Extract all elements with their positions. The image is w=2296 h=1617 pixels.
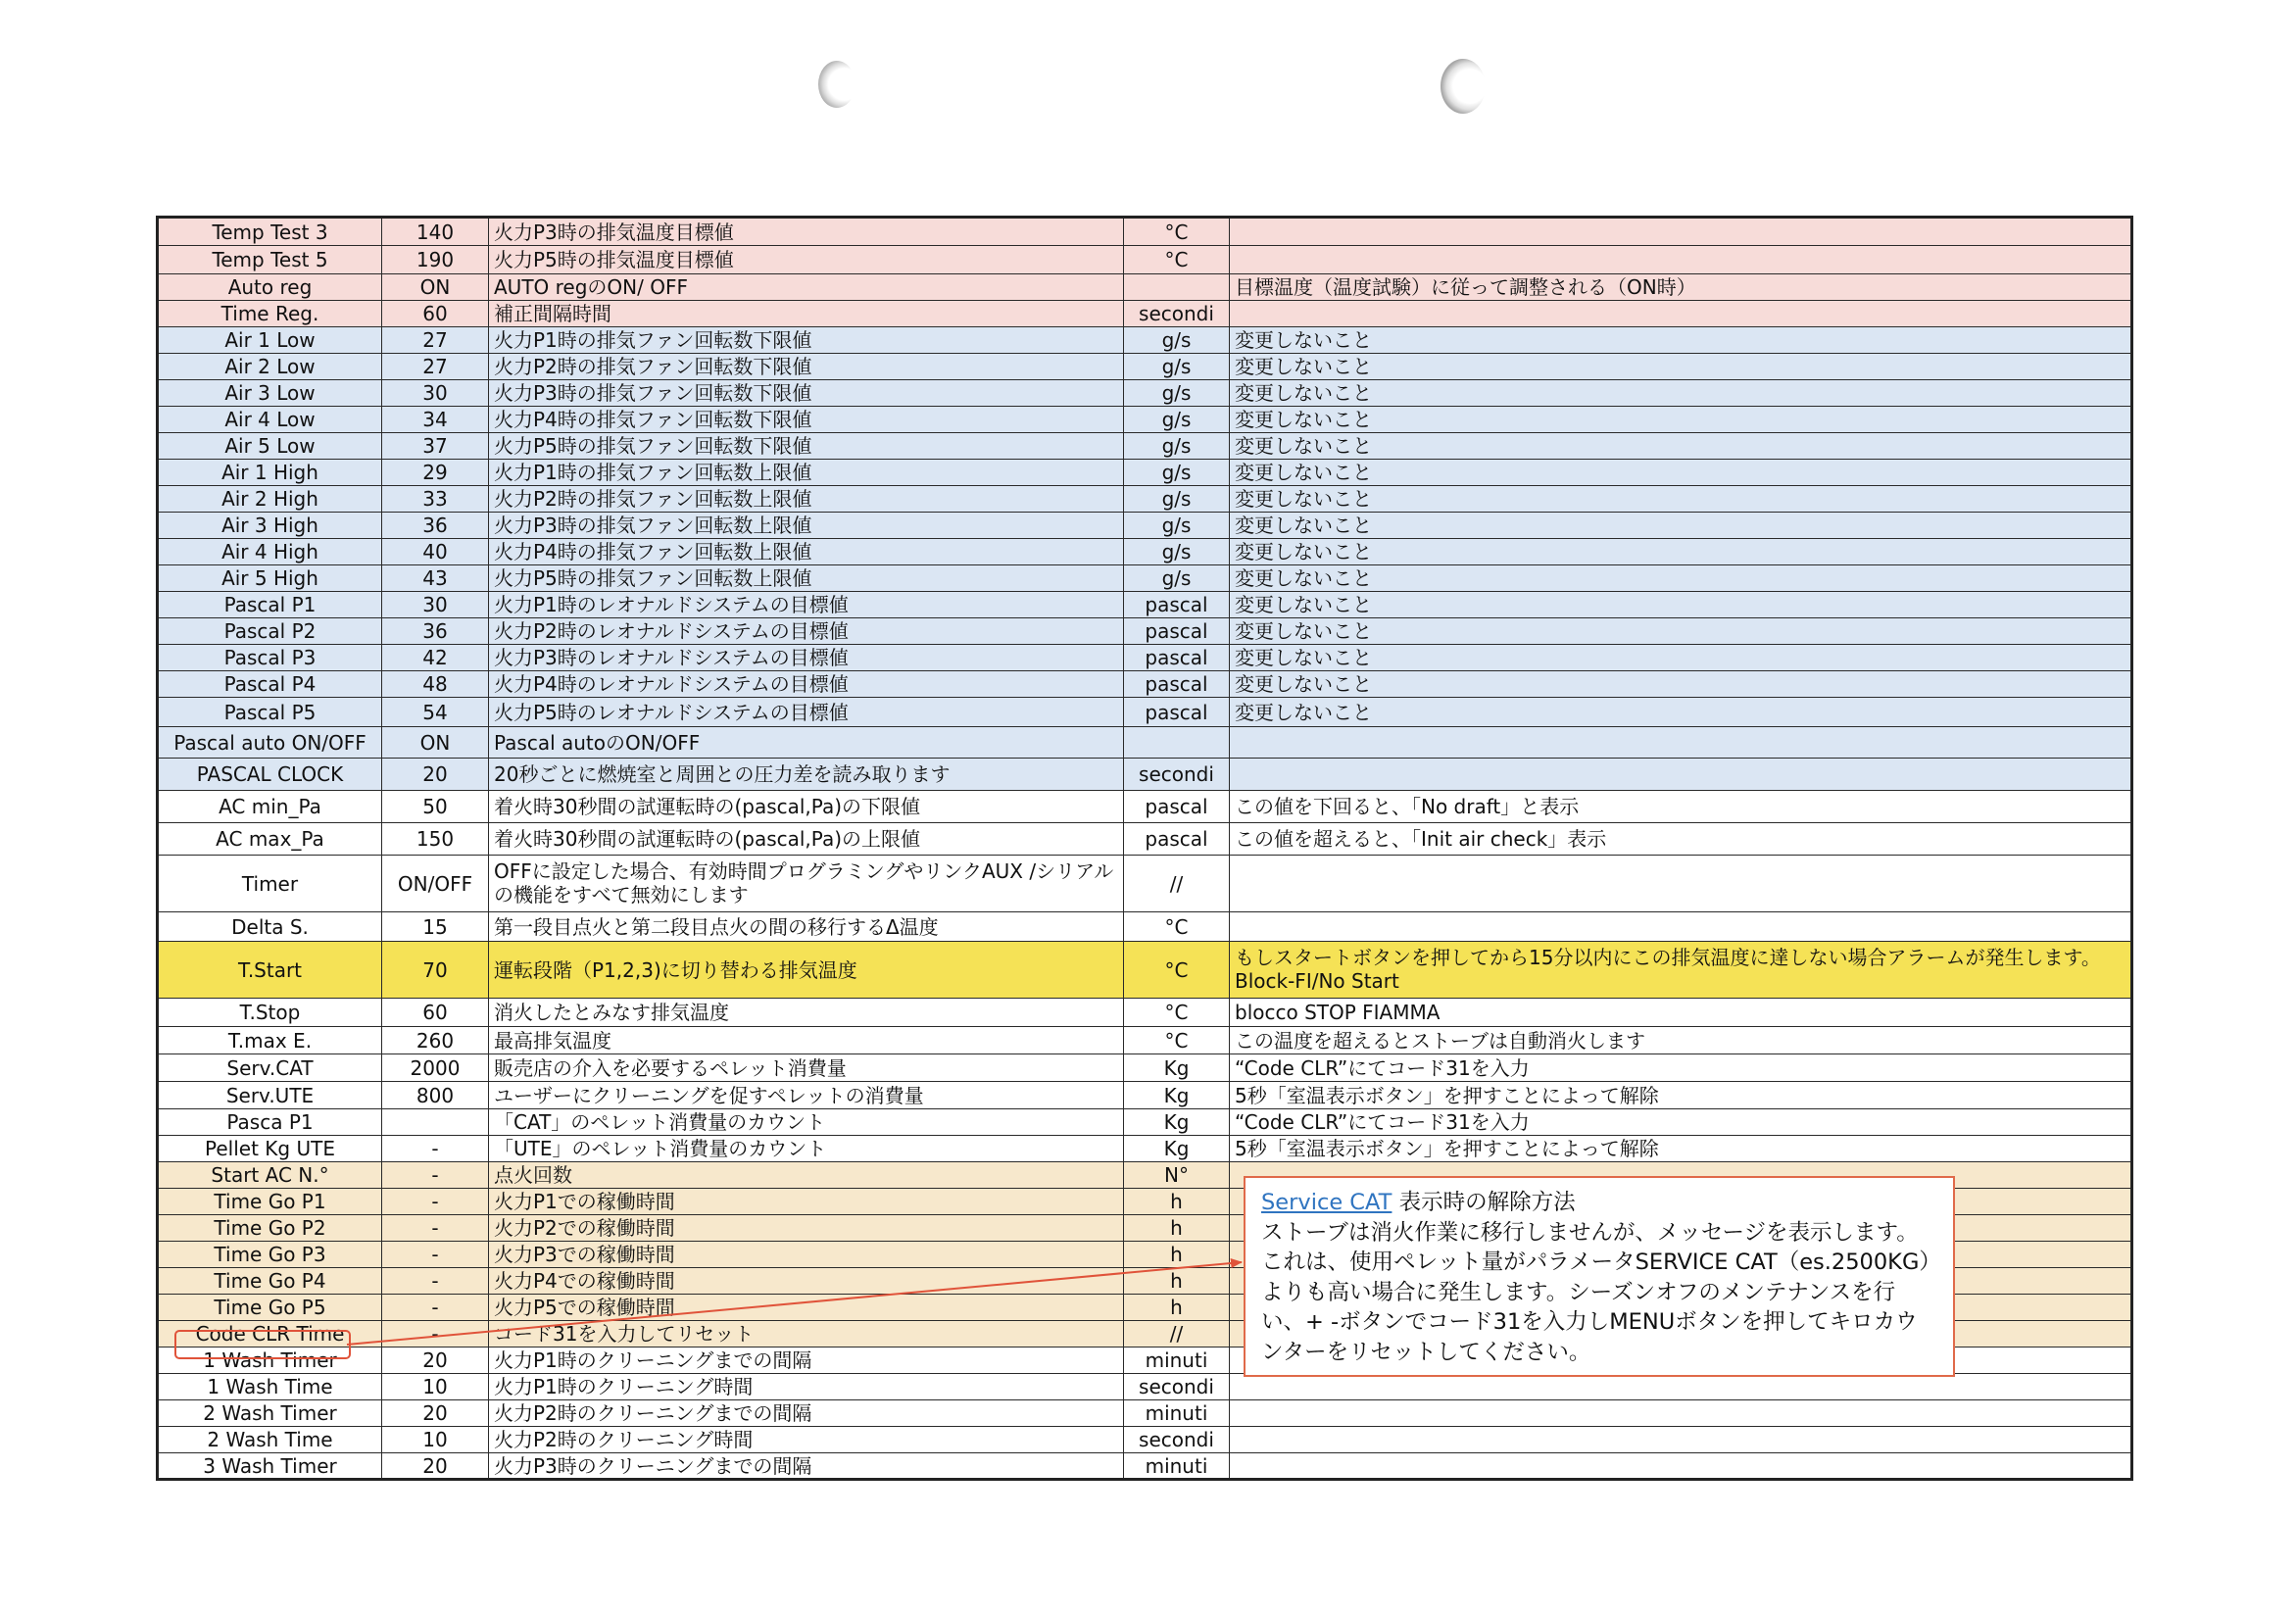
cell-unit: Kg	[1124, 1054, 1230, 1082]
cell-desc: 補正間隔時間	[489, 301, 1124, 327]
cell-value: -	[382, 1321, 489, 1348]
cell-name: Serv.UTE	[158, 1082, 382, 1109]
cell-name: Temp Test 5	[158, 246, 382, 274]
cell-name: T.Start	[158, 942, 382, 999]
cell-name: PASCAL CLOCK	[158, 759, 382, 791]
cell-value: ON	[382, 727, 489, 759]
cell-value: -	[382, 1162, 489, 1189]
cell-value: 10	[382, 1427, 489, 1453]
cell-name: 1 Wash Timer	[158, 1348, 382, 1374]
cell-value: 50	[382, 791, 489, 823]
cell-unit: h	[1124, 1295, 1230, 1321]
cell-unit: g/s	[1124, 486, 1230, 513]
cell-value: 48	[382, 671, 489, 698]
cell-unit: g/s	[1124, 327, 1230, 354]
cell-name: Air 1 Low	[158, 327, 382, 354]
cell-name: Pascal P4	[158, 671, 382, 698]
cell-note: 5秒「室温表示ボタン」を押すことによって解除	[1230, 1136, 2132, 1162]
cell-value: 42	[382, 645, 489, 671]
cell-name: Pascal P3	[158, 645, 382, 671]
cell-name: Air 2 Low	[158, 354, 382, 380]
cell-name: Pascal P5	[158, 698, 382, 727]
cell-desc: 火力P4時のレオナルドシステムの目標値	[489, 671, 1124, 698]
cell-unit: secondi	[1124, 759, 1230, 791]
service-cat-callout	[1244, 1176, 1955, 1377]
cell-unit: //	[1124, 856, 1230, 912]
cell-unit: g/s	[1124, 513, 1230, 539]
cell-unit: minuti	[1124, 1453, 1230, 1480]
cell-unit: Kg	[1124, 1109, 1230, 1136]
cell-name: Time Go P4	[158, 1268, 382, 1295]
cell-desc: 火力P5時の排気温度目標値	[489, 246, 1124, 274]
cell-value: -	[382, 1189, 489, 1215]
cell-desc: 火力P5時のレオナルドシステムの目標値	[489, 698, 1124, 727]
cell-name: Air 5 Low	[158, 433, 382, 460]
cell-value: 60	[382, 999, 489, 1027]
cell-desc: 「CAT」のペレット消費量のカウント	[489, 1109, 1124, 1136]
cell-note: 変更しないこと	[1230, 460, 2132, 486]
cell-unit: h	[1124, 1189, 1230, 1215]
cell-unit: g/s	[1124, 460, 1230, 486]
cell-note: 変更しないこと	[1230, 327, 2132, 354]
cell-name: 3 Wash Timer	[158, 1453, 382, 1480]
cell-value: 43	[382, 565, 489, 592]
service-cat-link[interactable]: Service CAT	[1261, 1190, 1392, 1215]
cell-note: 変更しないこと	[1230, 698, 2132, 727]
cell-value: 30	[382, 380, 489, 407]
cell-desc: 火力P5での稼働時間	[489, 1295, 1124, 1321]
cell-name: Time Go P2	[158, 1215, 382, 1242]
cell-desc: 火力P3時の排気温度目標値	[489, 218, 1124, 246]
cell-name: 2 Wash Time	[158, 1427, 382, 1453]
cell-name: Timer	[158, 856, 382, 912]
cell-value: -	[382, 1295, 489, 1321]
cell-desc: 火力P1時のクリーニングまでの間隔	[489, 1348, 1124, 1374]
cell-value: 60	[382, 301, 489, 327]
cell-unit: °C	[1124, 999, 1230, 1027]
cell-unit: pascal	[1124, 823, 1230, 856]
cell-unit: minuti	[1124, 1348, 1230, 1374]
cell-desc: 火力P2での稼働時間	[489, 1215, 1124, 1242]
cell-name: Pascal P2	[158, 618, 382, 645]
cell-unit: g/s	[1124, 433, 1230, 460]
cell-value: 800	[382, 1082, 489, 1109]
cell-unit: h	[1124, 1268, 1230, 1295]
cell-unit: pascal	[1124, 592, 1230, 618]
cell-desc: 火力P2時のクリーニング時間	[489, 1427, 1124, 1453]
cell-name: Air 3 Low	[158, 380, 382, 407]
cell-desc: 火力P1時のレオナルドシステムの目標値	[489, 592, 1124, 618]
cell-note: 変更しないこと	[1230, 433, 2132, 460]
cell-unit: N°	[1124, 1162, 1230, 1189]
cell-desc: 火力P4での稼働時間	[489, 1268, 1124, 1295]
cell-value: -	[382, 1136, 489, 1162]
cell-value: 140	[382, 218, 489, 246]
cell-note: 変更しないこと	[1230, 592, 2132, 618]
cell-desc: OFFに設定した場合、有効時間プログラミングやリンクAUX /シリアルの機能をすべて無効にします	[489, 856, 1124, 912]
cell-unit: minuti	[1124, 1400, 1230, 1427]
cell-name: Pascal auto ON/OFF	[158, 727, 382, 759]
cell-desc: 火力P3時のレオナルドシステムの目標値	[489, 645, 1124, 671]
callout-title	[1261, 1188, 1939, 1218]
cell-desc: 火力P4時の排気ファン回転数上限値	[489, 539, 1124, 565]
cell-value: 40	[382, 539, 489, 565]
cell-desc: 第一段目点火と第二段目点火の間の移行するΔ温度	[489, 912, 1124, 942]
cell-name: Time Go P1	[158, 1189, 382, 1215]
cell-name: Pascal P1	[158, 592, 382, 618]
cell-unit: h	[1124, 1242, 1230, 1268]
cell-desc: 火力P1時の排気ファン回転数下限値	[489, 327, 1124, 354]
callout-body: ストーブは消火作業に移行しませんが、メッセージを表示します。これは、使用ペレット量がパラメータSERVICE CAT（es.2500KG）よりも高い場合に発生します。シーズンオフのメンテナンスを行い、+ -ボタンでコード31を入力しMENUボタンを押してキロカウンターをリセットしてください。	[1261, 1219, 1930, 1365]
cell-name: Code CLR Time	[158, 1321, 382, 1348]
cell-value: 15	[382, 912, 489, 942]
cell-desc: 火力P3時の排気ファン回転数下限値	[489, 380, 1124, 407]
cell-value: 33	[382, 486, 489, 513]
cell-desc: 火力P3時のクリーニングまでの間隔	[489, 1453, 1124, 1480]
cell-name: 2 Wash Timer	[158, 1400, 382, 1427]
cell-note: 変更しないこと	[1230, 513, 2132, 539]
cell-desc: 火力P3での稼働時間	[489, 1242, 1124, 1268]
cell-value: 260	[382, 1027, 489, 1054]
cell-desc: 火力P1時のクリーニング時間	[489, 1374, 1124, 1400]
cell-value: 20	[382, 1453, 489, 1480]
cell-desc: Pascal autoのON/OFF	[489, 727, 1124, 759]
cell-desc: 火力P5時の排気ファン回転数下限値	[489, 433, 1124, 460]
cell-desc: 火力P2時のレオナルドシステムの目標値	[489, 618, 1124, 645]
cell-value: -	[382, 1242, 489, 1268]
cell-value: 54	[382, 698, 489, 727]
cell-unit: °C	[1124, 912, 1230, 942]
cell-desc: 火力P3時の排気ファン回転数上限値	[489, 513, 1124, 539]
cell-note: blocco STOP FIAMMA	[1230, 999, 2132, 1027]
cell-value: ON/OFF	[382, 856, 489, 912]
cell-name: Auto reg	[158, 274, 382, 301]
cell-name: Air 1 High	[158, 460, 382, 486]
callout-title-text: 表示時の解除方法	[1392, 1190, 1576, 1215]
cell-note: 変更しないこと	[1230, 645, 2132, 671]
cell-desc: 20秒ごとに燃焼室と周囲との圧力差を読み取ります	[489, 759, 1124, 791]
cell-value: -	[382, 1268, 489, 1295]
cell-value: 150	[382, 823, 489, 856]
cell-unit: °C	[1124, 942, 1230, 999]
cell-unit: °C	[1124, 218, 1230, 246]
cell-name: AC max_Pa	[158, 823, 382, 856]
cell-value: 37	[382, 433, 489, 460]
cell-unit: //	[1124, 1321, 1230, 1348]
cell-unit: secondi	[1124, 1427, 1230, 1453]
cell-unit: °C	[1124, 1027, 1230, 1054]
cell-note: この温度を超えるとストーブは自動消火します	[1230, 1027, 2132, 1054]
cell-value: 36	[382, 513, 489, 539]
cell-desc: 火力P1での稼働時間	[489, 1189, 1124, 1215]
cell-name: Pellet Kg UTE	[158, 1136, 382, 1162]
cell-note: 変更しないこと	[1230, 407, 2132, 433]
cell-note: “Code CLR”にてコード31を入力	[1230, 1054, 2132, 1082]
cell-unit: pascal	[1124, 698, 1230, 727]
cell-name: T.Stop	[158, 999, 382, 1027]
cell-value: 34	[382, 407, 489, 433]
cell-note: 変更しないこと	[1230, 354, 2132, 380]
cell-unit: pascal	[1124, 791, 1230, 823]
cell-value: ON	[382, 274, 489, 301]
cell-desc: 最高排気温度	[489, 1027, 1124, 1054]
cell-value: 20	[382, 1348, 489, 1374]
cell-note: この値を超えると、「Init air check」表示	[1230, 823, 2132, 856]
cell-desc: 火力P2時の排気ファン回転数下限値	[489, 354, 1124, 380]
cell-unit: pascal	[1124, 645, 1230, 671]
cell-unit: h	[1124, 1215, 1230, 1242]
cell-value: 29	[382, 460, 489, 486]
cell-note: 5秒「室温表示ボタン」を押すことによって解除	[1230, 1082, 2132, 1109]
cell-note: 目標温度（温度試験）に従って調整される（ON時）	[1230, 274, 2132, 301]
cell-note: 変更しないこと	[1230, 565, 2132, 592]
cell-unit: pascal	[1124, 671, 1230, 698]
cell-desc: 「UTE」のペレット消費量のカウント	[489, 1136, 1124, 1162]
cell-desc: 火力P2時のクリーニングまでの間隔	[489, 1400, 1124, 1427]
cell-desc: 火力P1時の排気ファン回転数上限値	[489, 460, 1124, 486]
cell-desc: 火力P5時の排気ファン回転数上限値	[489, 565, 1124, 592]
cell-name: Air 4 Low	[158, 407, 382, 433]
cell-name: Air 5 High	[158, 565, 382, 592]
cell-name: Delta S.	[158, 912, 382, 942]
cell-note: もしスタートボタンを押してから15分以内にこの排気温度に達しない場合アラームが発生します。Block-FI/No Start	[1230, 942, 2132, 999]
cell-note: 変更しないこと	[1230, 618, 2132, 645]
cell-note: 変更しないこと	[1230, 380, 2132, 407]
cell-unit: pascal	[1124, 618, 1230, 645]
cell-unit: secondi	[1124, 301, 1230, 327]
cell-unit: secondi	[1124, 1374, 1230, 1400]
cell-note: 変更しないこと	[1230, 671, 2132, 698]
cell-name: Time Go P5	[158, 1295, 382, 1321]
cell-desc: コード31を入力してリセット	[489, 1321, 1124, 1348]
cell-name: Time Go P3	[158, 1242, 382, 1268]
cell-desc: 点火回数	[489, 1162, 1124, 1189]
cell-note: 変更しないこと	[1230, 539, 2132, 565]
cell-desc: 運転段階（P1,2,3)に切り替わる排気温度	[489, 942, 1124, 999]
cell-value: 27	[382, 354, 489, 380]
cell-name: Serv.CAT	[158, 1054, 382, 1082]
cell-name: Temp Test 3	[158, 218, 382, 246]
cell-unit: g/s	[1124, 565, 1230, 592]
cell-name: Start AC N.°	[158, 1162, 382, 1189]
cell-value: 36	[382, 618, 489, 645]
cell-value: 2000	[382, 1054, 489, 1082]
cell-unit: g/s	[1124, 380, 1230, 407]
cell-note: 変更しないこと	[1230, 486, 2132, 513]
cell-unit: Kg	[1124, 1136, 1230, 1162]
cell-unit: °C	[1124, 246, 1230, 274]
cell-name: Air 2 High	[158, 486, 382, 513]
cell-unit: g/s	[1124, 539, 1230, 565]
cell-desc: 着火時30秒間の試運転時の(pascal,Pa)の上限値	[489, 823, 1124, 856]
cell-value: 10	[382, 1374, 489, 1400]
cell-name: T.max E.	[158, 1027, 382, 1054]
cell-value: 20	[382, 759, 489, 791]
cell-desc: ユーザーにクリーニングを促すペレットの消費量	[489, 1082, 1124, 1109]
cell-name: AC min_Pa	[158, 791, 382, 823]
cell-value: 30	[382, 592, 489, 618]
cell-value: -	[382, 1215, 489, 1242]
cell-name: 1 Wash Time	[158, 1374, 382, 1400]
cell-unit: g/s	[1124, 407, 1230, 433]
cell-name: Pasca P1	[158, 1109, 382, 1136]
cell-value: 190	[382, 246, 489, 274]
cell-name: Air 3 High	[158, 513, 382, 539]
cell-note: この値を下回ると、「No draft」と表示	[1230, 791, 2132, 823]
cell-desc: AUTO regのON/ OFF	[489, 274, 1124, 301]
cell-unit: g/s	[1124, 354, 1230, 380]
cell-note: “Code CLR”にてコード31を入力	[1230, 1109, 2132, 1136]
cell-desc: 着火時30秒間の試運転時の(pascal,Pa)の下限値	[489, 791, 1124, 823]
cell-desc: 販売店の介入を必要するペレット消費量	[489, 1054, 1124, 1082]
cell-unit: Kg	[1124, 1082, 1230, 1109]
cell-value: 20	[382, 1400, 489, 1427]
cell-desc: 消火したとみなす排気温度	[489, 999, 1124, 1027]
cell-name: Time Reg.	[158, 301, 382, 327]
cell-value: 27	[382, 327, 489, 354]
cell-desc: 火力P4時の排気ファン回転数下限値	[489, 407, 1124, 433]
cell-name: Air 4 High	[158, 539, 382, 565]
cell-desc: 火力P2時の排気ファン回転数上限値	[489, 486, 1124, 513]
cell-value: 70	[382, 942, 489, 999]
